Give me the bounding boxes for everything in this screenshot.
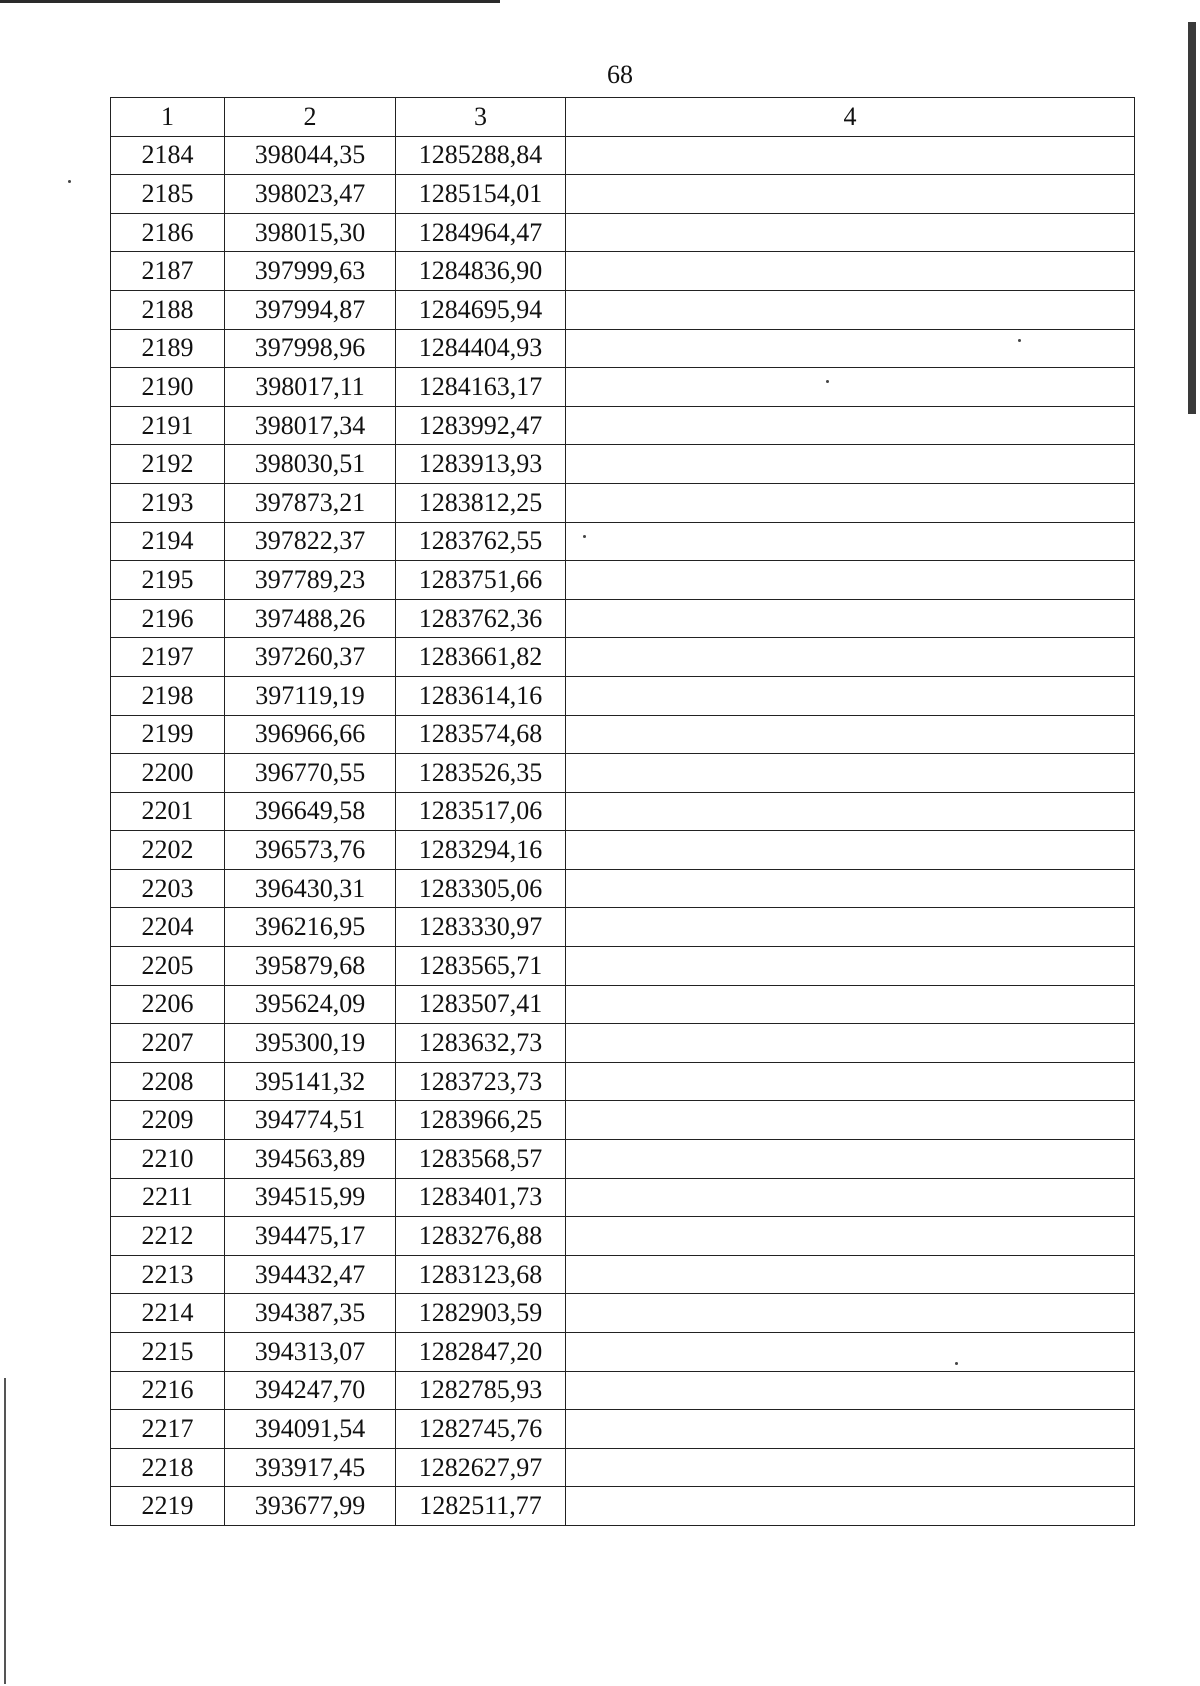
y-coordinate-cell: 1283661,82 (396, 638, 566, 677)
table-row (111, 1487, 1135, 1526)
y-coordinate-cell: 1282745,76 (396, 1410, 566, 1449)
note-cell (566, 1333, 1135, 1372)
point-number-cell: 2186 (111, 213, 225, 252)
x-coordinate-cell: 398017,11 (225, 368, 396, 407)
table-row (111, 445, 1135, 484)
point-number-cell: 2198 (111, 676, 225, 715)
point-number-cell: 2197 (111, 638, 225, 677)
table-row (111, 1024, 1135, 1063)
table-row (111, 1410, 1135, 1449)
x-coordinate-cell: 394091,54 (225, 1410, 396, 1449)
x-coordinate-cell: 394313,07 (225, 1333, 396, 1372)
table-row (111, 213, 1135, 252)
column-header-4: 4 (566, 98, 1135, 137)
table-row (111, 1217, 1135, 1256)
x-coordinate-cell: 398023,47 (225, 175, 396, 214)
y-coordinate-cell: 1283913,93 (396, 445, 566, 484)
note-cell (566, 175, 1135, 214)
y-coordinate-cell: 1283123,68 (396, 1255, 566, 1294)
point-number-cell: 2192 (111, 445, 225, 484)
y-coordinate-cell: 1283568,57 (396, 1140, 566, 1179)
x-coordinate-cell: 397999,63 (225, 252, 396, 291)
table-row (111, 1333, 1135, 1372)
table-row (111, 908, 1135, 947)
y-coordinate-cell: 1283507,41 (396, 985, 566, 1024)
note-cell (566, 1294, 1135, 1333)
page-number: 68 (607, 60, 633, 89)
y-coordinate-cell: 1284964,47 (396, 213, 566, 252)
table-row (111, 831, 1135, 870)
note-cell (566, 715, 1135, 754)
point-number-cell: 2196 (111, 599, 225, 638)
x-coordinate-cell: 394563,89 (225, 1140, 396, 1179)
scan-left-edge (4, 1378, 6, 1684)
x-coordinate-cell: 397998,96 (225, 329, 396, 368)
point-number-cell: 2216 (111, 1371, 225, 1410)
y-coordinate-cell: 1283305,06 (396, 869, 566, 908)
x-coordinate-cell: 395624,09 (225, 985, 396, 1024)
note-cell (566, 1371, 1135, 1410)
x-coordinate-cell: 394387,35 (225, 1294, 396, 1333)
x-coordinate-cell: 398030,51 (225, 445, 396, 484)
point-number-cell: 2203 (111, 869, 225, 908)
table-row (111, 136, 1135, 175)
note-cell (566, 329, 1135, 368)
table-row (111, 792, 1135, 831)
point-number-cell: 2215 (111, 1333, 225, 1372)
table-body (111, 136, 1135, 1525)
note-cell (566, 136, 1135, 175)
y-coordinate-cell: 1283762,36 (396, 599, 566, 638)
x-coordinate-cell: 395300,19 (225, 1024, 396, 1063)
y-coordinate-cell: 1284404,93 (396, 329, 566, 368)
x-coordinate-cell: 393917,45 (225, 1448, 396, 1487)
note-cell (566, 406, 1135, 445)
x-coordinate-cell: 398044,35 (225, 136, 396, 175)
x-coordinate-cell: 396430,31 (225, 869, 396, 908)
table-row (111, 1101, 1135, 1140)
x-coordinate-cell: 396966,66 (225, 715, 396, 754)
point-number-cell: 2204 (111, 908, 225, 947)
point-number-cell: 2188 (111, 290, 225, 329)
point-number-cell: 2189 (111, 329, 225, 368)
table-row (111, 368, 1135, 407)
y-coordinate-cell: 1283276,88 (396, 1217, 566, 1256)
y-coordinate-cell: 1283294,16 (396, 831, 566, 870)
x-coordinate-cell: 397789,23 (225, 561, 396, 600)
table-row (111, 1294, 1135, 1333)
y-coordinate-cell: 1283526,35 (396, 754, 566, 793)
x-coordinate-cell: 397488,26 (225, 599, 396, 638)
table-row (111, 522, 1135, 561)
point-number-cell: 2207 (111, 1024, 225, 1063)
y-coordinate-cell: 1282903,59 (396, 1294, 566, 1333)
y-coordinate-cell: 1283330,97 (396, 908, 566, 947)
y-coordinate-cell: 1283401,73 (396, 1178, 566, 1217)
note-cell (566, 483, 1135, 522)
table-header-row (111, 98, 1135, 137)
table-row (111, 985, 1135, 1024)
note-cell (566, 1217, 1135, 1256)
note-cell (566, 1101, 1135, 1140)
point-number-cell: 2193 (111, 483, 225, 522)
x-coordinate-cell: 394515,99 (225, 1178, 396, 1217)
x-coordinate-cell: 394247,70 (225, 1371, 396, 1410)
table-row (111, 290, 1135, 329)
y-coordinate-cell: 1282511,77 (396, 1487, 566, 1526)
table-row (111, 947, 1135, 986)
table-row (111, 754, 1135, 793)
y-coordinate-cell: 1283574,68 (396, 715, 566, 754)
column-header-3: 3 (396, 98, 566, 137)
table-row (111, 676, 1135, 715)
note-cell (566, 1178, 1135, 1217)
x-coordinate-cell: 397994,87 (225, 290, 396, 329)
column-header-2: 2 (225, 98, 396, 137)
y-coordinate-cell: 1283762,55 (396, 522, 566, 561)
x-coordinate-cell: 396649,58 (225, 792, 396, 831)
x-coordinate-cell: 396216,95 (225, 908, 396, 947)
note-cell (566, 1448, 1135, 1487)
x-coordinate-cell: 397822,37 (225, 522, 396, 561)
x-coordinate-cell: 394432,47 (225, 1255, 396, 1294)
y-coordinate-cell: 1283992,47 (396, 406, 566, 445)
table-row (111, 1255, 1135, 1294)
note-cell (566, 1487, 1135, 1526)
x-coordinate-cell: 396573,76 (225, 831, 396, 870)
note-cell (566, 213, 1135, 252)
table-row (111, 406, 1135, 445)
point-number-cell: 2195 (111, 561, 225, 600)
table-row (111, 638, 1135, 677)
point-number-cell: 2209 (111, 1101, 225, 1140)
point-number-cell: 2217 (111, 1410, 225, 1449)
table-row (111, 252, 1135, 291)
y-coordinate-cell: 1283517,06 (396, 792, 566, 831)
point-number-cell: 2211 (111, 1178, 225, 1217)
point-number-cell: 2201 (111, 792, 225, 831)
x-coordinate-cell: 395141,32 (225, 1062, 396, 1101)
point-number-cell: 2210 (111, 1140, 225, 1179)
note-cell (566, 908, 1135, 947)
point-number-cell: 2213 (111, 1255, 225, 1294)
y-coordinate-cell: 1283812,25 (396, 483, 566, 522)
x-coordinate-cell: 397873,21 (225, 483, 396, 522)
table-row (111, 1448, 1135, 1487)
scan-right-edge (1188, 22, 1196, 414)
y-coordinate-cell: 1283632,73 (396, 1024, 566, 1063)
x-coordinate-cell: 395879,68 (225, 947, 396, 986)
table-row (111, 483, 1135, 522)
point-number-cell: 2208 (111, 1062, 225, 1101)
point-number-cell: 2191 (111, 406, 225, 445)
table-row (111, 1178, 1135, 1217)
point-number-cell: 2205 (111, 947, 225, 986)
table-row (111, 869, 1135, 908)
note-cell (566, 368, 1135, 407)
table-row (111, 329, 1135, 368)
table-row (111, 1371, 1135, 1410)
note-cell (566, 754, 1135, 793)
point-number-cell: 2206 (111, 985, 225, 1024)
y-coordinate-cell: 1284163,17 (396, 368, 566, 407)
point-number-cell: 2212 (111, 1217, 225, 1256)
y-coordinate-cell: 1282785,93 (396, 1371, 566, 1410)
note-cell (566, 522, 1135, 561)
note-cell (566, 1024, 1135, 1063)
y-coordinate-cell: 1283614,16 (396, 676, 566, 715)
note-cell (566, 561, 1135, 600)
x-coordinate-cell: 397260,37 (225, 638, 396, 677)
y-coordinate-cell: 1284836,90 (396, 252, 566, 291)
point-number-cell: 2214 (111, 1294, 225, 1333)
y-coordinate-cell: 1283723,73 (396, 1062, 566, 1101)
y-coordinate-cell: 1282847,20 (396, 1333, 566, 1372)
x-coordinate-cell: 397119,19 (225, 676, 396, 715)
scan-top-rule (0, 0, 500, 3)
note-cell (566, 869, 1135, 908)
coordinates-table (110, 97, 1135, 1526)
point-number-cell: 2194 (111, 522, 225, 561)
y-coordinate-cell: 1283751,66 (396, 561, 566, 600)
x-coordinate-cell: 394774,51 (225, 1101, 396, 1140)
note-cell (566, 599, 1135, 638)
point-number-cell: 2190 (111, 368, 225, 407)
note-cell (566, 792, 1135, 831)
note-cell (566, 290, 1135, 329)
note-cell (566, 831, 1135, 870)
y-coordinate-cell: 1283966,25 (396, 1101, 566, 1140)
point-number-cell: 2184 (111, 136, 225, 175)
x-coordinate-cell: 393677,99 (225, 1487, 396, 1526)
point-number-cell: 2202 (111, 831, 225, 870)
note-cell (566, 676, 1135, 715)
note-cell (566, 445, 1135, 484)
note-cell (566, 947, 1135, 986)
x-coordinate-cell: 398015,30 (225, 213, 396, 252)
point-number-cell: 2199 (111, 715, 225, 754)
point-number-cell: 2187 (111, 252, 225, 291)
scan-speck (68, 180, 71, 183)
table-row (111, 175, 1135, 214)
y-coordinate-cell: 1283565,71 (396, 947, 566, 986)
point-number-cell: 2185 (111, 175, 225, 214)
y-coordinate-cell: 1285154,01 (396, 175, 566, 214)
table-row (111, 599, 1135, 638)
note-cell (566, 985, 1135, 1024)
point-number-cell: 2219 (111, 1487, 225, 1526)
table-row (111, 561, 1135, 600)
note-cell (566, 1410, 1135, 1449)
note-cell (566, 1255, 1135, 1294)
y-coordinate-cell: 1282627,97 (396, 1448, 566, 1487)
x-coordinate-cell: 398017,34 (225, 406, 396, 445)
column-header-1: 1 (111, 98, 225, 137)
y-coordinate-cell: 1285288,84 (396, 136, 566, 175)
y-coordinate-cell: 1284695,94 (396, 290, 566, 329)
table-row (111, 1140, 1135, 1179)
x-coordinate-cell: 394475,17 (225, 1217, 396, 1256)
note-cell (566, 1062, 1135, 1101)
table-row (111, 1062, 1135, 1101)
point-number-cell: 2200 (111, 754, 225, 793)
point-number-cell: 2218 (111, 1448, 225, 1487)
note-cell (566, 638, 1135, 677)
x-coordinate-cell: 396770,55 (225, 754, 396, 793)
note-cell (566, 1140, 1135, 1179)
table-row (111, 715, 1135, 754)
note-cell (566, 252, 1135, 291)
